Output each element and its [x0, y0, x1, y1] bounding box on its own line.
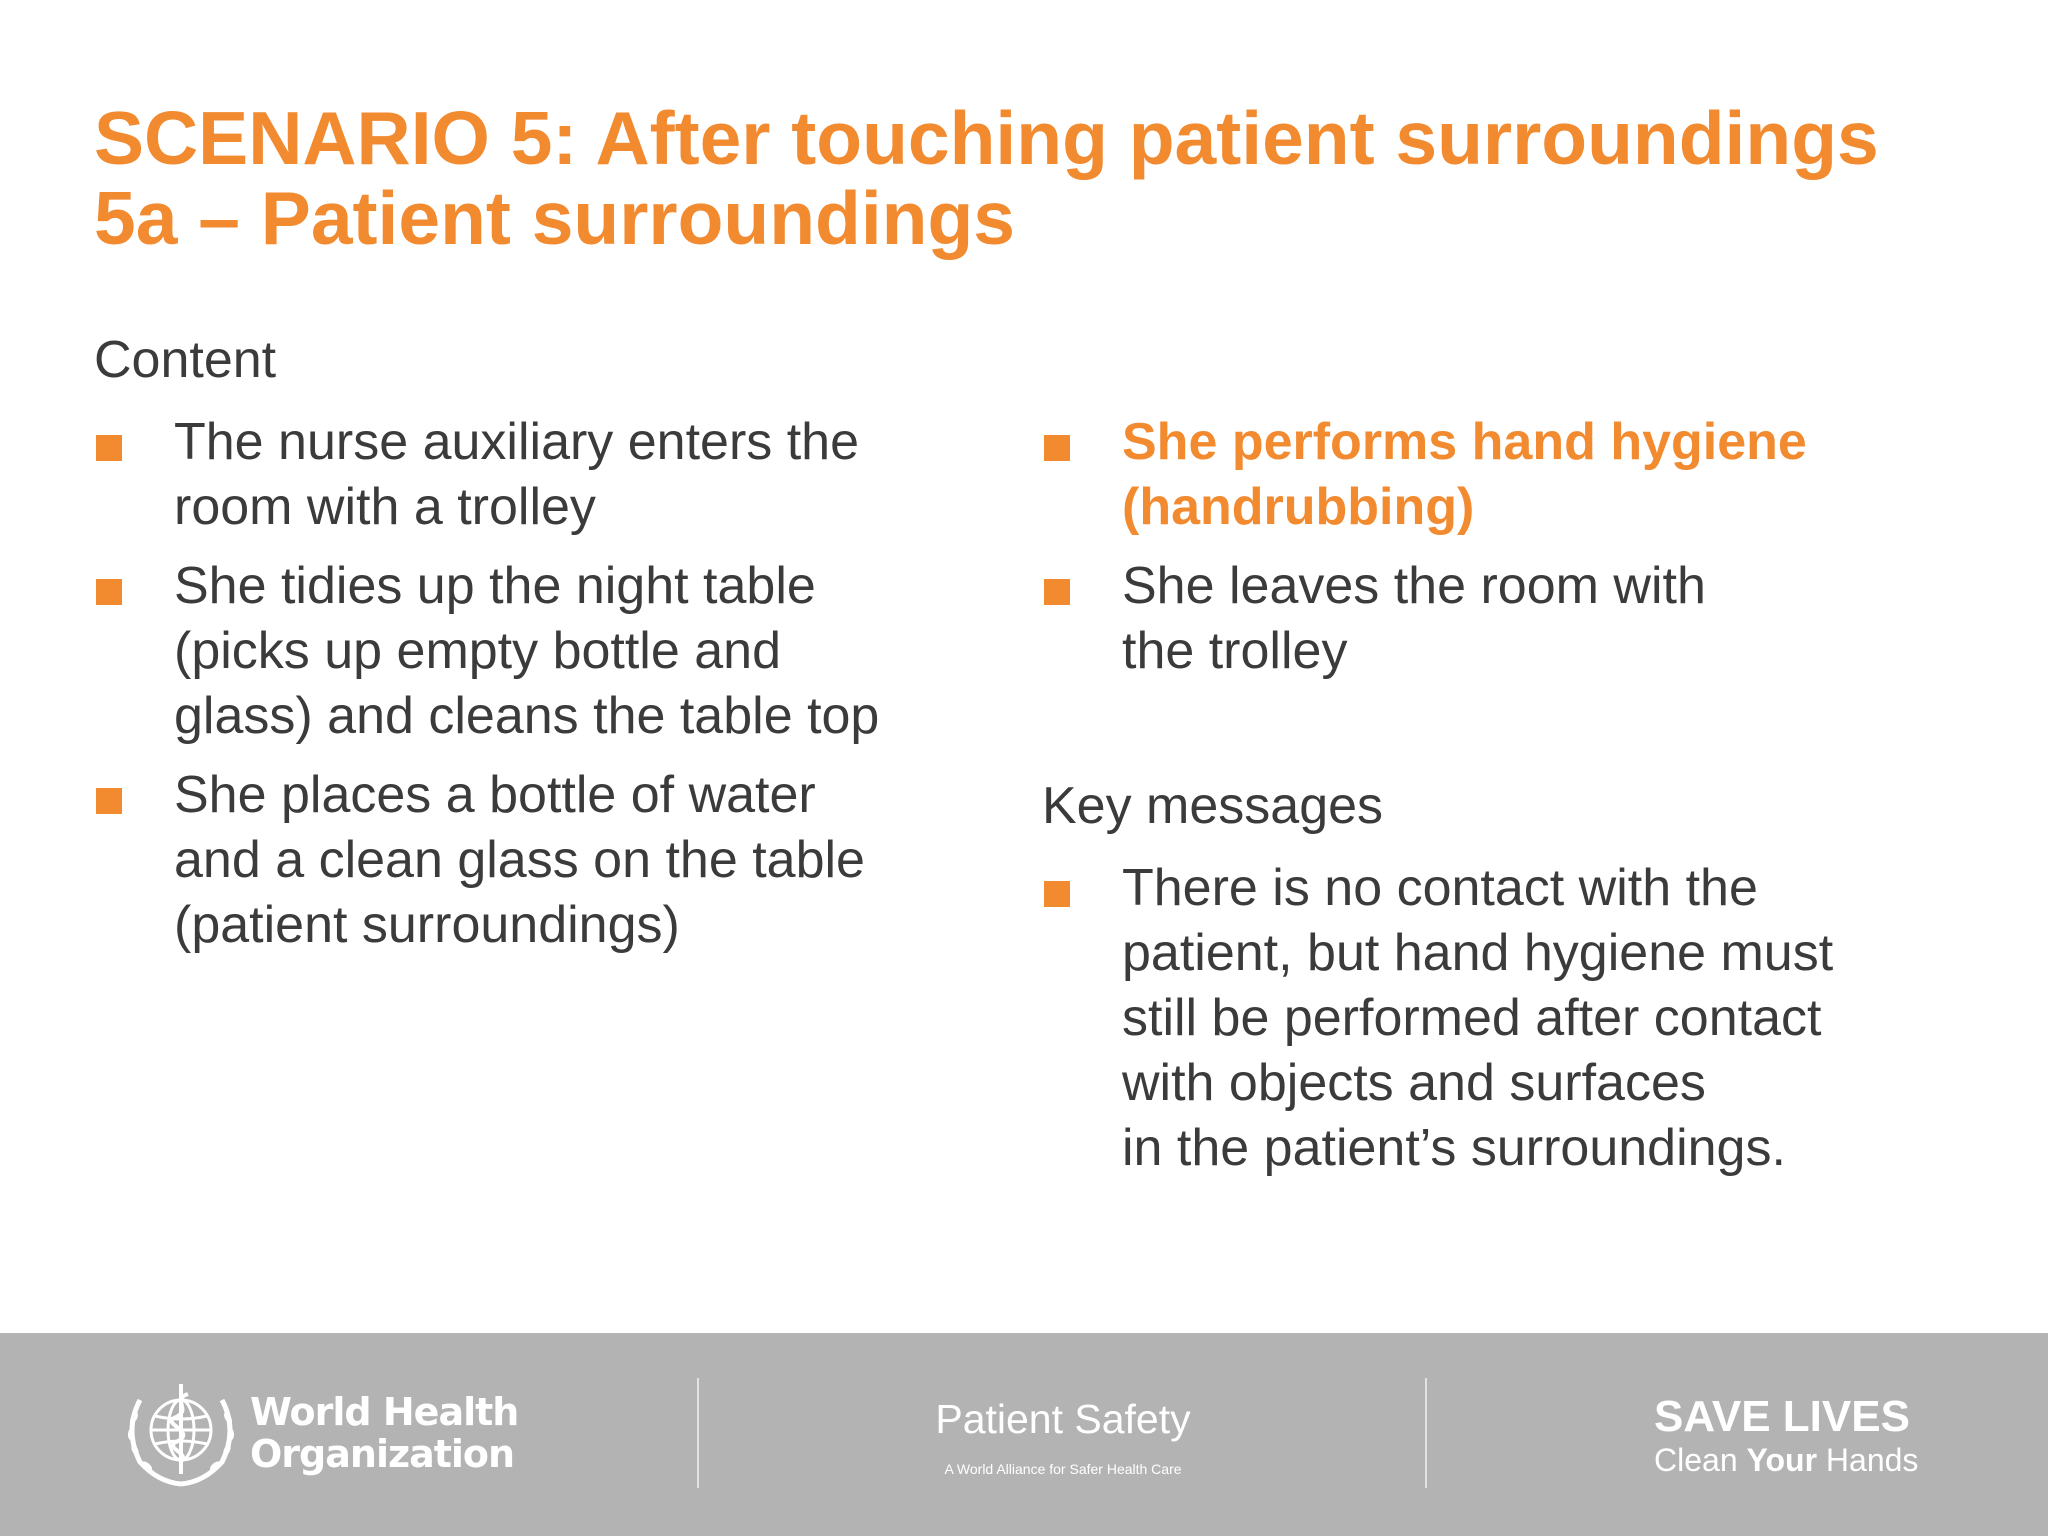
- slogan-hands: Hands: [1817, 1442, 1919, 1478]
- footer-bar: [0, 1333, 2048, 1536]
- list-item: [94, 763, 994, 958]
- square-bullet-icon: [1044, 881, 1070, 907]
- bullet-text: There is no contact with the patient, but hand hygiene must still be performed after contact with objects and surfaces in the patient’s surroundings.: [1122, 859, 1834, 1177]
- square-bullet-icon: [96, 435, 122, 461]
- content-bullet-list: [94, 410, 994, 958]
- bullet-text: She performs hand hygiene (handrubbing): [1122, 413, 1807, 536]
- key-messages-section: [1042, 776, 2002, 1181]
- save-lives-title: SAVE LIVES: [1654, 1392, 1910, 1441]
- save-lives-logo: [1654, 1393, 1918, 1479]
- bullet-text: The nurse auxiliary enters the room with a trolley: [174, 413, 860, 536]
- bullet-text: She tidies up the night table (picks up empty bottle and glass) and cleans the table top: [174, 557, 880, 745]
- slogan-clean: Clean: [1654, 1442, 1747, 1478]
- key-messages-list: [1042, 856, 2002, 1181]
- list-item: [94, 410, 994, 540]
- patient-safety-title: Patient Safety: [935, 1396, 1191, 1442]
- bullet-text: She leaves the room with the trolley: [1122, 557, 1706, 680]
- square-bullet-icon: [1044, 435, 1070, 461]
- who-name: World Health Organization: [250, 1390, 519, 1476]
- square-bullet-icon: [96, 788, 122, 814]
- who-emblem-icon: [118, 1378, 244, 1488]
- list-item: [94, 554, 994, 749]
- footer-divider: [1425, 1378, 1427, 1488]
- slide-title-line1: SCENARIO 5: After touching patient surroundings: [94, 96, 1879, 180]
- list-item-highlighted: [1042, 410, 2002, 540]
- square-bullet-icon: [96, 579, 122, 605]
- bullet-text: She places a bottle of water and a clean glass on the table (patient surroundings): [174, 766, 865, 954]
- clean-your-hands-slogan: [1654, 1441, 1918, 1479]
- list-item: [1042, 554, 2002, 684]
- footer-divider: [697, 1378, 699, 1488]
- content-bullet-list-continued: [1042, 410, 2002, 684]
- slide-title: [94, 98, 2014, 258]
- content-heading: Content: [94, 331, 277, 389]
- patient-safety-subtitle: A World Alliance for Safer Health Care: [944, 1461, 1182, 1477]
- list-item: [1042, 856, 2002, 1181]
- content-column-left: [94, 330, 994, 972]
- who-logo: [118, 1378, 518, 1488]
- slogan-your: Your: [1746, 1442, 1818, 1478]
- content-column-right: [1042, 410, 2002, 1195]
- square-bullet-icon: [1044, 579, 1070, 605]
- patient-safety-logo: [720, 1395, 1406, 1479]
- key-messages-heading: Key messages: [1042, 777, 1384, 835]
- slide-title-line2: 5a – Patient surroundings: [94, 176, 1016, 260]
